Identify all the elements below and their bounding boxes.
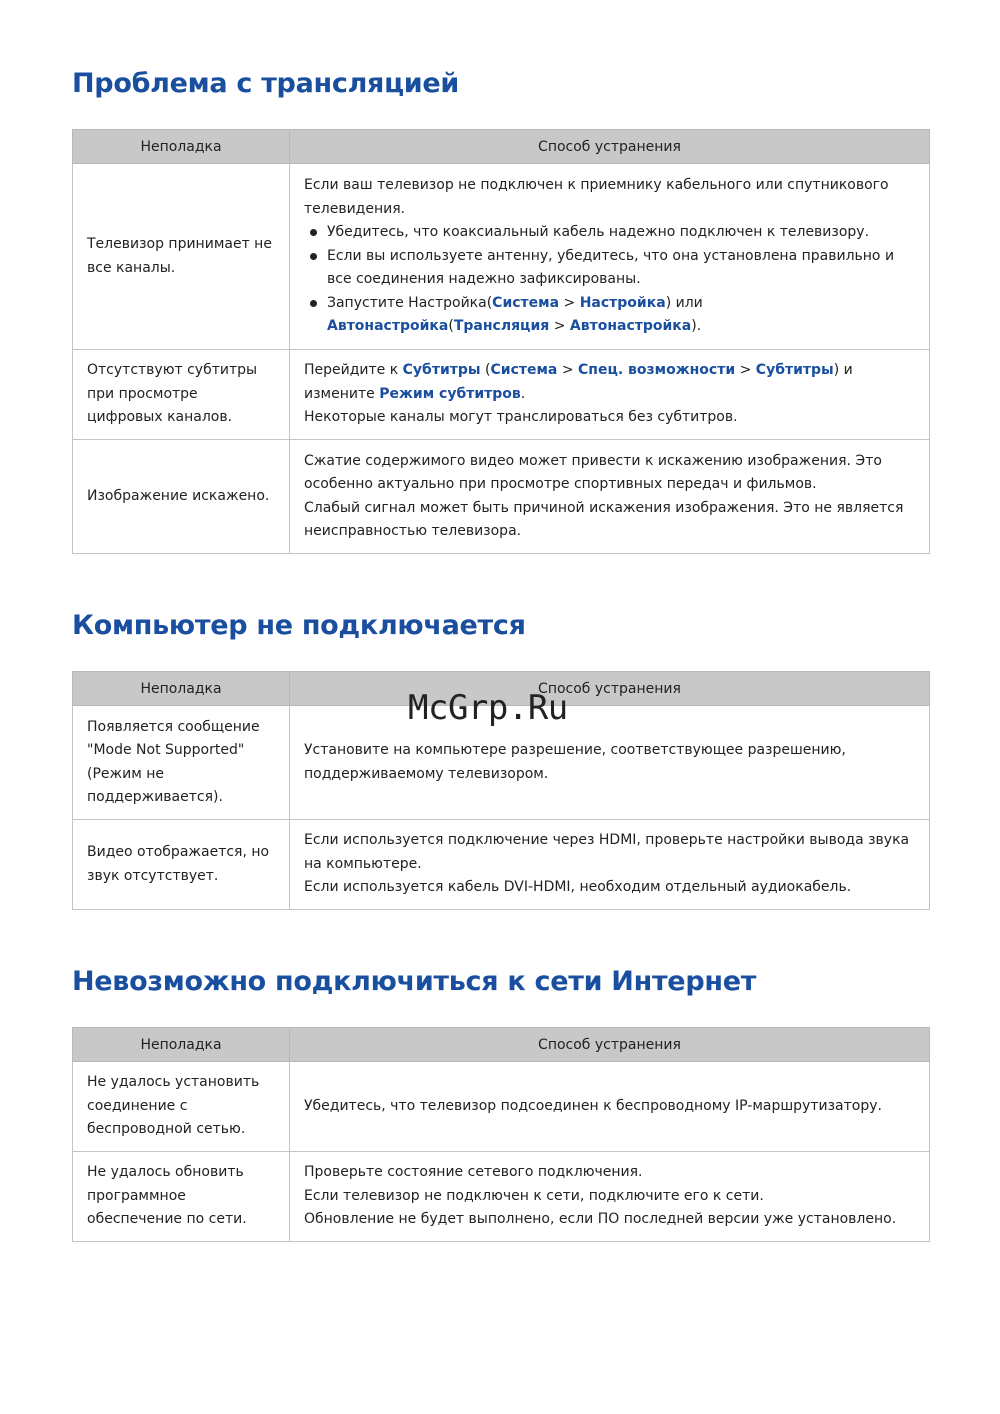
- menu-path-link[interactable]: Спец. возможности: [578, 362, 736, 379]
- broadcast-table: [72, 129, 930, 554]
- solution-text: Если телевизор не подключен к сети, подключите его к сети.: [304, 1187, 764, 1204]
- solution-text: Если используется подключение через HDMI, проверьте настройки вывода звука на компьютере.: [304, 832, 910, 872]
- section-title-broadcast: Проблема с трансляцией: [72, 68, 460, 99]
- section-broadcast: [72, 68, 930, 539]
- column-header-solution: Способ устранения: [290, 130, 930, 164]
- table-row: [73, 1152, 930, 1242]
- column-header-solution: Способ устранения: [290, 1028, 930, 1062]
- problem-cell: Появляется сообщение "Mode Not Supported" (Режим не поддерживается).: [73, 706, 290, 820]
- problem-cell: Изображение искажено.: [73, 440, 290, 554]
- menu-path-link[interactable]: Субтитры: [755, 362, 834, 379]
- solution-cell: [290, 820, 930, 910]
- watermark: McGrp.Ru: [408, 688, 568, 728]
- table-row: [73, 1062, 930, 1152]
- column-header-problem: Неполадка: [73, 672, 290, 706]
- internet-table: [72, 1027, 930, 1242]
- solution-cell: Установите на компьютере разрешение, соответствующее разрешению, поддерживаемому телевизором.: [290, 706, 930, 820]
- solution-cell: [290, 164, 930, 350]
- text-fragment: (: [480, 362, 491, 379]
- text-fragment: .: [520, 385, 526, 402]
- menu-path-link[interactable]: Система: [490, 362, 558, 379]
- menu-path-link[interactable]: Субтитры: [402, 362, 481, 379]
- text-fragment: Запустите Настройка(: [327, 294, 493, 311]
- menu-path-link[interactable]: Автонастройка: [327, 318, 449, 335]
- solution-text: [304, 359, 917, 406]
- table-row: [73, 440, 930, 554]
- solution-text: Проверьте состояние сетевого подключения.: [304, 1164, 643, 1181]
- solution-text: Если используется кабель DVI-HDMI, необходим отдельный аудиокабель.: [304, 879, 852, 896]
- text-fragment: >: [557, 362, 579, 379]
- list-item: Если вы используете антенну, убедитесь, что она установлена правильно и все соединения надежно зафиксированы.: [327, 245, 917, 292]
- problem-cell: Телевизор принимает не все каналы.: [73, 164, 290, 350]
- solution-cell: [290, 350, 930, 440]
- solution-text: Некоторые каналы могут транслироваться без субтитров.: [304, 409, 738, 426]
- text-fragment: >: [735, 362, 756, 379]
- text-fragment: >: [549, 318, 570, 335]
- column-header-problem: Неполадка: [73, 130, 290, 164]
- solution-text: Если ваш телевизор не подключен к приемнику кабельного или спутникового телевидения.: [304, 177, 889, 217]
- solution-text: Сжатие содержимого видео может привести к искажению изображения. Это особенно актуально при просмотре спортивных передач и фильмов.: [304, 452, 882, 492]
- menu-path-link[interactable]: Настройка: [579, 294, 666, 311]
- text-fragment: (: [448, 318, 454, 335]
- problem-cell: Видео отображается, но звук отсутствует.: [73, 820, 290, 910]
- column-header-solution: Способ устранения: [290, 672, 930, 706]
- section-title-pc: Компьютер не подключается: [72, 610, 526, 641]
- table-row: [73, 820, 930, 910]
- solution-cell: [290, 440, 930, 554]
- solution-text: Слабый сигнал может быть причиной искажения изображения. Это не является неисправностью телевизора.: [304, 499, 904, 539]
- solution-cell: Убедитесь, что телевизор подсоединен к беспроводному IP-маршрутизатору.: [290, 1062, 930, 1152]
- table-row: [73, 164, 930, 350]
- solution-text: Обновление не будет выполнено, если ПО последней версии уже установлено.: [304, 1211, 897, 1228]
- list-item: [327, 292, 917, 339]
- table-header-row: [73, 1028, 930, 1062]
- list-item: Убедитесь, что коаксиальный кабель надежно подключен к телевизору.: [327, 221, 917, 245]
- menu-path-link[interactable]: Система: [492, 294, 560, 311]
- problem-cell: Отсутствуют субтитры при просмотре цифровых каналов.: [73, 350, 290, 440]
- section-internet: [72, 966, 930, 1228]
- section-title-internet: Невозможно подключиться к сети Интернет: [72, 966, 757, 997]
- problem-cell: Не удалось установить соединение с беспроводной сетью.: [73, 1062, 290, 1152]
- menu-path-link[interactable]: Режим субтитров: [379, 385, 521, 402]
- menu-path-link[interactable]: Автонастройка: [569, 318, 692, 335]
- table-row: [73, 350, 930, 440]
- text-fragment: >: [559, 294, 580, 311]
- solution-cell: [290, 1152, 930, 1242]
- problem-cell: Не удалось обновить программное обеспечение по сети.: [73, 1152, 290, 1242]
- bullet-list: [304, 221, 917, 339]
- text-fragment: ) или: [665, 294, 703, 311]
- text-fragment: ) и измените: [304, 362, 853, 402]
- text-fragment: Перейдите к: [304, 362, 403, 379]
- menu-path-link[interactable]: Трансляция: [453, 318, 550, 335]
- column-header-problem: Неполадка: [73, 1028, 290, 1062]
- text-fragment: ).: [691, 318, 702, 335]
- table-header-row: [73, 130, 930, 164]
